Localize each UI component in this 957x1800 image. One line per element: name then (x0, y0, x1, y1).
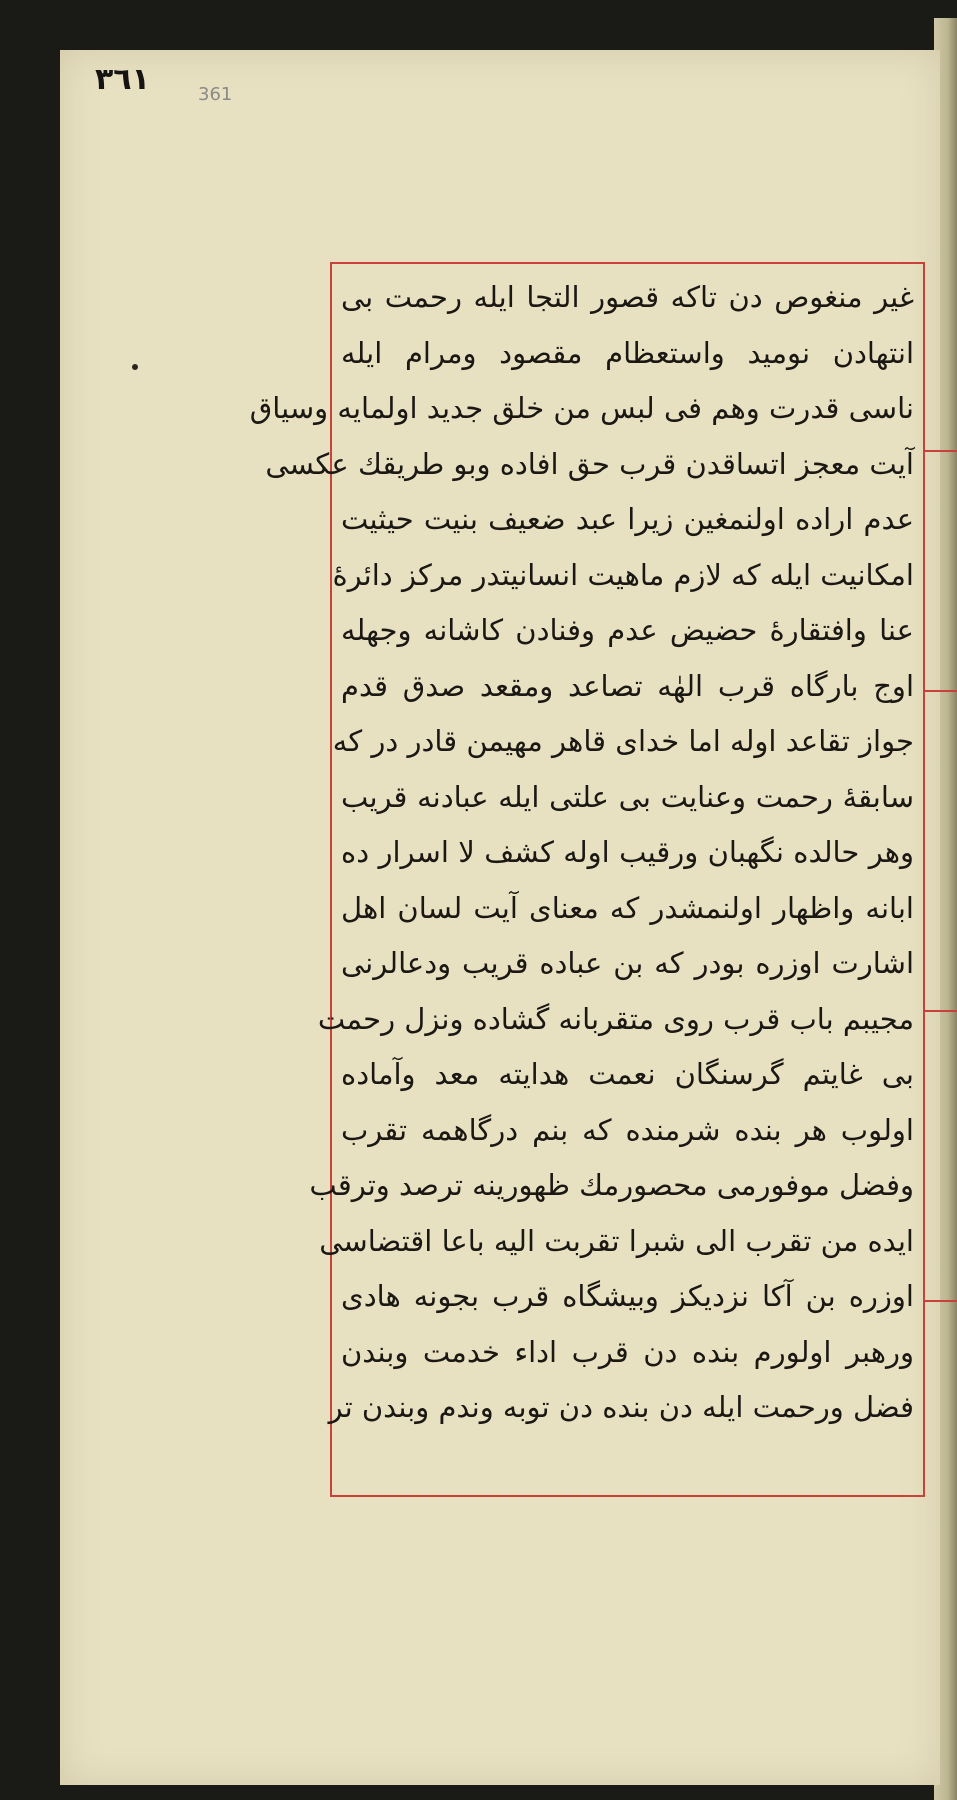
text-line: انتهادن نومید واستعظام مقصود ومرام ایله (341, 335, 914, 370)
text-line: ناسی قدرت وهم فی لبس من خلق جدید اولمایه وسیاق (249, 391, 914, 425)
text-line: بی غایتم گرسنگان نعمت هدایته معد وآماده (341, 1057, 914, 1091)
folio-pencil-number: 361 (198, 84, 233, 105)
text-line: جواز تقاعد اوله اما خدای قاهر مهیمن قادر در که (332, 724, 914, 758)
text-line: اوج بارگاه قرب الهٰه تصاعد ومقعد صدق قدم (341, 668, 914, 703)
text-line: ایده من تقرب الی شبرا تقربت الیه باعا اقتضاسی (319, 1223, 914, 1258)
margin-ruling (925, 450, 957, 458)
margin-ruling (925, 1010, 957, 1018)
ink-dot (132, 364, 138, 370)
text-line: ابانه واظهار اولنمشدر که معنای آیت لسان اهل (341, 890, 914, 925)
text-line: سابقهٔ رحمت وعنایت بی علتی ایله عبادنه قریب (341, 779, 914, 814)
text-line: اولوب هر بنده شرمنده که بنم درگاهمه تقرب (341, 1112, 914, 1147)
adjacent-folio-margin (925, 250, 957, 1510)
text-line: اشارت اوزره بودر که بن عباده قریب ودعالرنی (341, 946, 914, 980)
text-line: عدم اراده اولنمغین زیرا عبد ضعیف بنیت حیثیت (341, 502, 914, 536)
margin-ruling (925, 690, 957, 698)
text-line: ورهبر اولورم بنده دن قرب اداء خدمت وبندن (341, 1334, 914, 1369)
text-line: آیت معجز اتساقدن قرب حق افاده وبو طریقك عکسی (265, 446, 914, 481)
text-line: وفضل موفورمی محصورمك ظهورینه ترصد وترقب (309, 1168, 914, 1202)
text-line: غیر منغوص دن تاکه قصور التجا ایله رحمت بی (341, 280, 914, 314)
text-line: امکانیت ایله که لازم ماهیت انسانیتدر مرکز دائرهٔ (332, 557, 914, 592)
text-line: وهر حالده نگهبان ورقیب اوله کشف لا اسرار ده (341, 835, 914, 869)
text-block (249, 270, 920, 1490)
text-line: فضل ورحمت ایله دن بنده دن توبه وندم وبندن تر (328, 1390, 914, 1424)
text-line: اوزره بن آکا نزدیکز وبیشگاه قرب بجونه هادی (341, 1279, 914, 1313)
margin-ruling (925, 1300, 957, 1308)
text-line: مجیبم باب قرب روی متقربانه گشاده ونزل رحمت (317, 1001, 914, 1036)
folio-number: ٣٦١ (95, 62, 150, 97)
text-line: عنا وافتقارهٔ حضیض عدم وفنادن کاشانه وجهله (341, 613, 914, 647)
